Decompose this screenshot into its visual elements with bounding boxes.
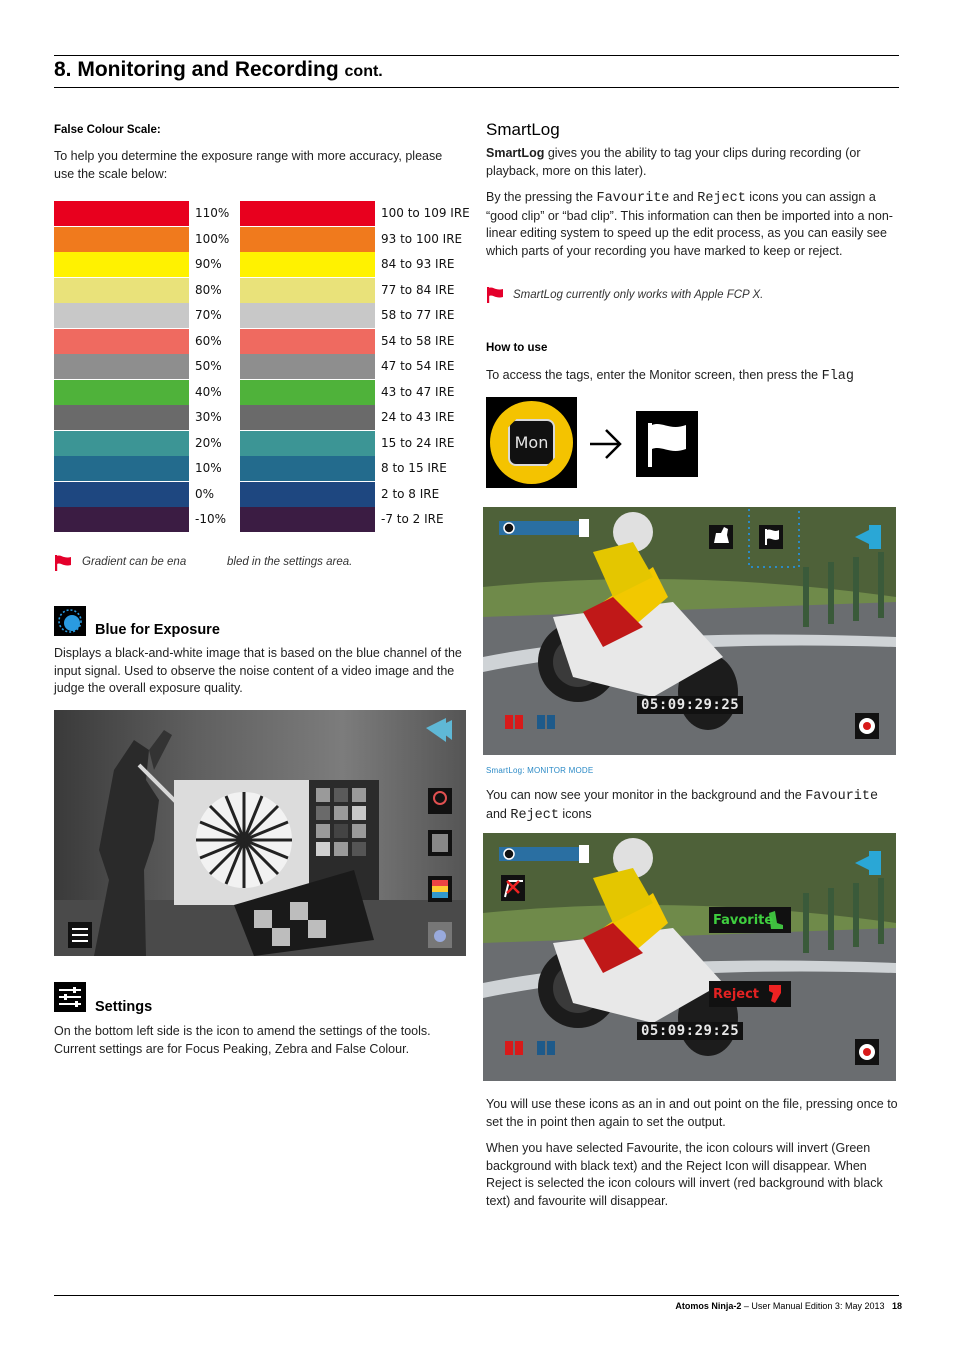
scale-ire-label: 24 to 43 IRE — [381, 410, 455, 424]
scale-ire-label: 54 to 58 IRE — [381, 333, 455, 348]
favorite-label: Favorite — [713, 913, 774, 928]
false-colour-heading: False Colour Scale: — [54, 124, 161, 136]
timecode-display: 05:09:29:25 — [637, 1022, 743, 1040]
flag-button-icon — [636, 411, 698, 477]
scale-swatch-ire — [240, 252, 375, 277]
settings-sliders-icon — [54, 982, 86, 1012]
scale-swatch-percent — [54, 354, 189, 379]
scale-swatch-percent — [54, 252, 189, 277]
scale-swatch-percent — [54, 482, 189, 507]
scale-swatch-ire — [240, 431, 375, 456]
scale-swatch-percent — [54, 303, 189, 328]
scale-ire-label: 8 to 15 IRE — [381, 461, 447, 475]
scale-swatch-ire — [240, 482, 375, 507]
smartlog-title: SmartLog — [486, 120, 560, 139]
scale-ire-label: 84 to 93 IRE — [381, 257, 455, 271]
scale-swatch-ire — [240, 380, 375, 405]
scale-swatch-ire — [240, 278, 375, 303]
scale-percent-label: 110% — [195, 206, 230, 220]
settings-title: Settings — [95, 999, 153, 1015]
page-title: 8. Monitoring and Recording cont. — [54, 58, 383, 81]
smartlog-note: SmartLog currently only works with Apple FCP X. — [513, 289, 764, 301]
timecode-display: 05:09:29:25 — [637, 696, 743, 714]
scale-swatch-percent — [54, 278, 189, 303]
scale-ire-label: 2 to 8 IRE — [381, 486, 440, 501]
scale-ire-label: 47 to 54 IRE — [381, 359, 455, 373]
gradient-note-part2: bled in the settings area. — [227, 556, 353, 568]
scale-percent-label: 80% — [195, 282, 222, 297]
blue-exposure-icon — [54, 606, 86, 636]
scale-ire-label: 15 to 24 IRE — [381, 435, 455, 450]
scale-swatch-percent — [54, 201, 189, 226]
scale-ire-label: 58 to 77 IRE — [381, 308, 455, 322]
blue-exposure-title: Blue for Exposure — [95, 622, 220, 638]
scale-percent-label: 90% — [195, 257, 222, 271]
scale-swatch-percent — [54, 431, 189, 456]
monitor-background-text: You can now see your monitor in the background and the Favourite and Reject icons — [486, 788, 879, 823]
scale-percent-label: 100% — [195, 231, 230, 246]
how-to-use-text: To access the tags, enter the Monitor screen, then press the Flag — [486, 368, 855, 384]
smartlog-favourite-reject-screenshot — [483, 833, 896, 1081]
scale-swatch-ire — [240, 329, 375, 354]
settings-text: On the bottom left side is the icon to amend the settings of the tools. Current settings are for Focus Peaking, Zebra and False Colour. — [54, 1024, 431, 1056]
scale-swatch-percent — [54, 507, 189, 532]
smartlog-favourite-reject-text: By the pressing the Favourite and Reject icons you can assign a “good clip” or “bad clip”. This information can then be imported into a non-linear editing system to speed up the edit process, as you can easily see which parts of your recording you have marked to keep or reject. — [486, 190, 893, 258]
gradient-note-part1: Gradient can be ena — [82, 556, 187, 568]
scale-ire-label: -7 to 2 IRE — [381, 512, 444, 526]
reject-label: Reject — [713, 987, 760, 1002]
blue-exposure-screenshot — [54, 710, 466, 956]
smartlog-intro: SmartLog gives you the ability to tag your clips during recording (or playback, more on this later). — [486, 146, 861, 178]
scale-swatch-ire — [240, 303, 375, 328]
scale-percent-label: 10% — [195, 461, 222, 475]
scale-ire-label: 93 to 100 IRE — [381, 231, 463, 246]
mon-button-icon — [486, 397, 577, 488]
scale-swatch-ire — [240, 507, 375, 532]
false-colour-intro: To help you determine the exposure range with more accuracy, please use the scale below: — [54, 149, 443, 181]
header-rule — [54, 87, 899, 88]
red-flag-icon — [54, 554, 72, 572]
how-to-use-heading: How to use — [486, 342, 548, 354]
scale-percent-label: 70% — [195, 308, 222, 322]
scale-swatch-percent — [54, 227, 189, 252]
scale-swatch-ire — [240, 456, 375, 481]
smartlog-monitor-screenshot — [483, 507, 896, 755]
page-number: 18 — [891, 1301, 902, 1311]
scale-ire-label: 100 to 109 IRE — [381, 206, 470, 220]
screenshot-caption: SmartLog: MONITOR MODE — [486, 766, 594, 775]
red-flag-icon — [486, 286, 504, 304]
scale-swatch-percent — [54, 329, 189, 354]
scale-swatch-ire — [240, 227, 375, 252]
scale-percent-label: 40% — [195, 384, 222, 399]
scale-swatch-ire — [240, 201, 375, 226]
invert-colours-text: When you have selected Favourite, the icon colours will invert (Green background with black text) and the Reject Icon will disappear. When Reject is selected the icon colours will invert (red background with black text) and favourite will disappear. — [486, 1141, 883, 1208]
scale-swatch-percent — [54, 380, 189, 405]
scale-ire-label: 43 to 47 IRE — [381, 384, 455, 399]
title-suffix: cont. — [344, 63, 383, 80]
scale-swatch-percent — [54, 405, 189, 430]
scale-swatch-percent — [54, 456, 189, 481]
scale-percent-label: 30% — [195, 410, 222, 424]
scale-percent-label: 20% — [195, 435, 222, 450]
in-out-point-text: You will use these icons as an in and out point on the file, pressing once to set the in point then again to set the output. — [486, 1097, 898, 1129]
scale-ire-label: 77 to 84 IRE — [381, 282, 455, 297]
footer: Atomos Ninja-2 – User Manual Edition 3: May 2013 18 — [675, 1301, 902, 1311]
scale-swatch-ire — [240, 354, 375, 379]
blue-exposure-text: Displays a black-and-white image that is based on the blue channel of the input signal. Used to observe the noise content of a video image and the judge the overall exposure quality. — [54, 646, 462, 695]
mon-label: Mon — [514, 433, 549, 452]
scale-swatch-ire — [240, 405, 375, 430]
footer-rule — [54, 1295, 899, 1296]
scale-percent-label: 60% — [195, 333, 222, 348]
top-rule — [54, 55, 899, 56]
scale-percent-label: -10% — [195, 512, 227, 526]
scale-percent-label: 0% — [195, 486, 215, 501]
scale-percent-label: 50% — [195, 359, 222, 373]
arrow-right-icon — [586, 424, 626, 464]
